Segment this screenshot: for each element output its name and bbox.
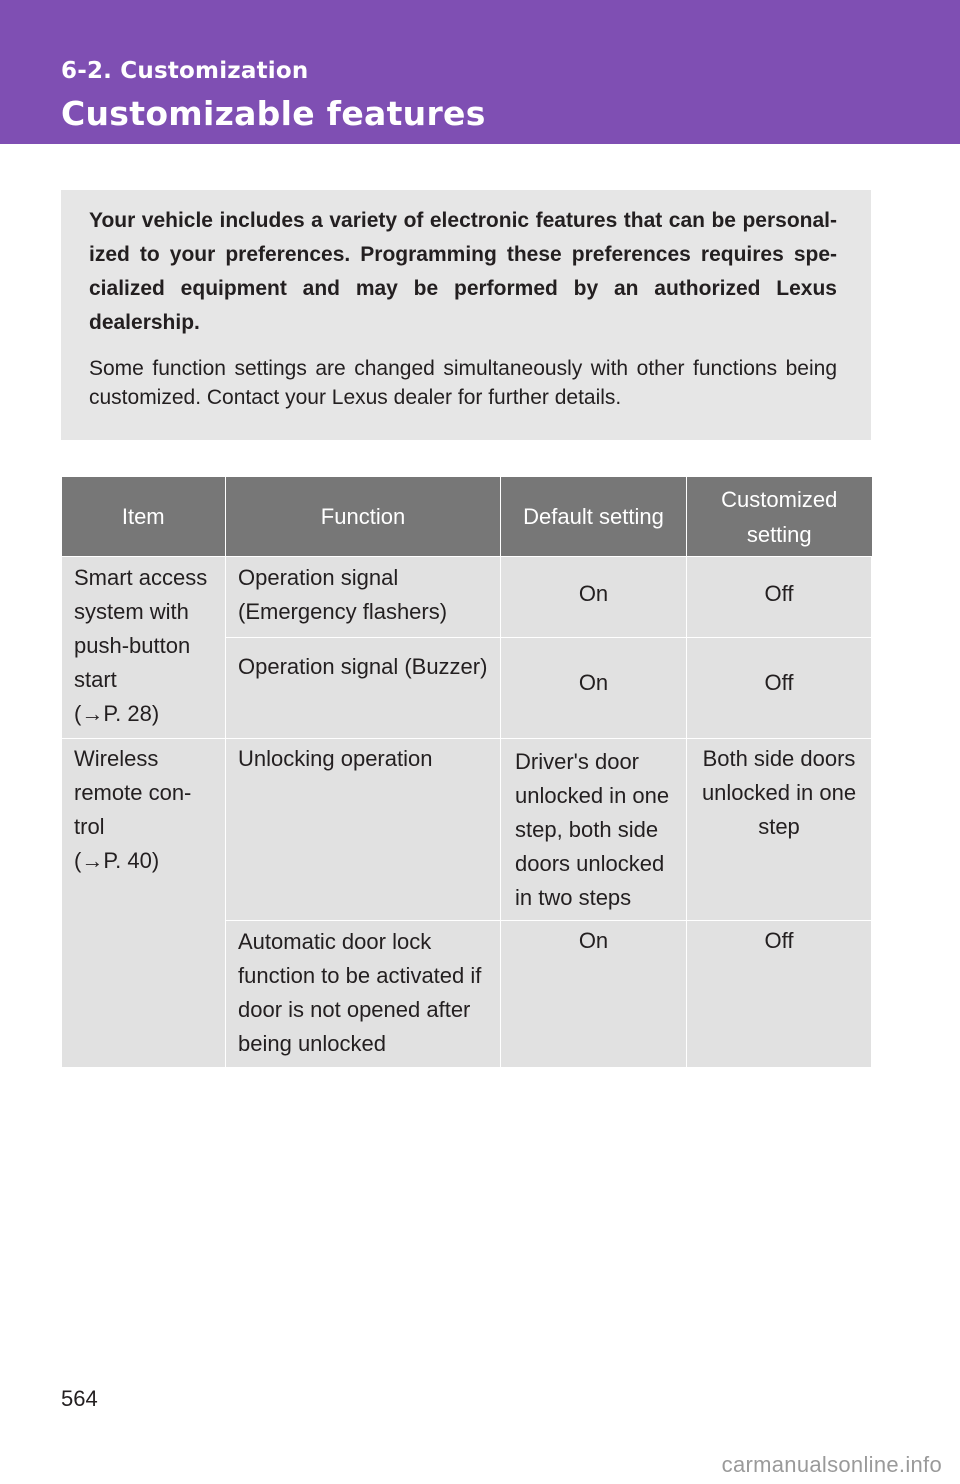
watermark: carmanualsonline.info xyxy=(721,1452,942,1477)
default-setting-cell: On xyxy=(501,921,687,1068)
function-cell: Unlocking operation xyxy=(226,739,501,921)
default-setting-cell: Driver's door unlocked in one step, both side doors unlocked in two steps xyxy=(501,739,687,921)
item-name: Smart access system with push-button start xyxy=(74,565,208,692)
item-cell xyxy=(62,557,226,739)
function-cell: Automatic door lock function to be activated if door is not opened after being unlocked xyxy=(226,921,501,1068)
table-row xyxy=(62,557,872,638)
page-title: Customizable features xyxy=(61,94,486,133)
default-setting-cell: On xyxy=(501,638,687,739)
intro-bold-text: Your vehicle includes a variety of electronic features that can be personal-ized to your preferences. Programming these preferences requires spe-cialized equipment and may be performed by an authorized Lexus dealership. xyxy=(89,209,837,334)
item-page-ref: (→P. 28) xyxy=(74,701,160,726)
function-cell: Operation signal (Emergency flashers) xyxy=(226,557,501,638)
intro-box xyxy=(61,190,871,440)
table-row xyxy=(62,739,872,921)
header-item: Item xyxy=(62,477,226,557)
item-cell xyxy=(62,739,226,1068)
section-label: 6-2. Customization xyxy=(61,58,309,84)
table-header-row xyxy=(62,477,872,557)
page-header xyxy=(0,0,960,144)
item-page-ref: (→P. 40) xyxy=(74,848,160,873)
intro-normal-text: Some function settings are changed simultaneously with other functions being customized. Contact your Lexus dealer for further details. xyxy=(89,357,837,409)
customizable-features-table xyxy=(61,477,872,1068)
header-customized-setting-label: Customized setting xyxy=(721,486,838,547)
customized-setting-cell: Both side doors unlocked in one step xyxy=(687,739,872,921)
page-number: 564 xyxy=(61,1386,98,1411)
header-customized-setting xyxy=(687,477,872,557)
header-function: Function xyxy=(226,477,501,557)
customized-setting-cell: Off xyxy=(687,557,872,638)
customized-setting-cell: Off xyxy=(687,921,872,1068)
item-name: Wireless remote con-trol xyxy=(74,746,192,839)
header-default-setting: Default setting xyxy=(501,477,687,557)
function-cell: Operation signal (Buzzer) xyxy=(226,638,501,739)
customized-setting-cell: Off xyxy=(687,638,872,739)
default-setting-cell: On xyxy=(501,557,687,638)
